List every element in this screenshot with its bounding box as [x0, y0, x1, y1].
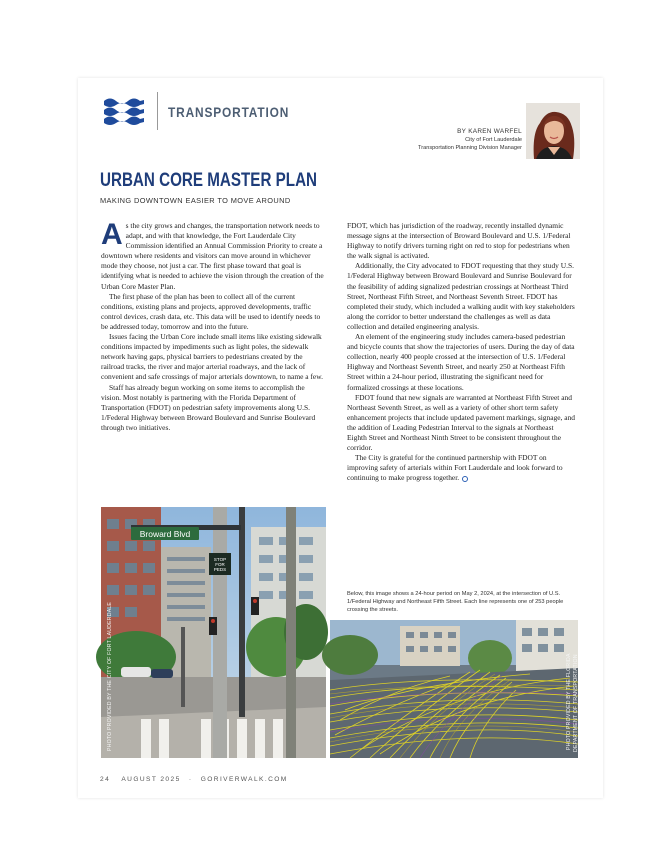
street-photo-image [101, 507, 326, 758]
ped-sign-line3: PEDS [213, 567, 227, 572]
paragraph: The City is grateful for the continued partnership with FDOT on improving safety of arterials within Fort Lauderdale and look forward to continuing to make progress together. [347, 453, 563, 483]
paragraph: FDOT found that new signals are warranted at Northeast Fifth Street and Northeast Seventh Street, as well as a variety of other short term safety enhancement projects that include updated pavement markings, signage, and the addition of Leading Pedestrian Interval to the signals at Northeast Eighth Street and Northeast Ninth Street to be consistent throughout the corridor. [347, 392, 576, 453]
page-footer [100, 776, 288, 783]
paragraph: The first phase of the plan has been to collect all of the current conditions, existing plans and projects, approved developments, traffic control devices, crash data, etc. This data will be used to identify needs to be addressed today, tomorrow and into the future. [101, 291, 321, 331]
photo-credit-2a: PHOTO PROVIDED BY THE FLORIDA [566, 653, 572, 750]
ped-sign-line1: STOP [213, 557, 227, 562]
issue-date: AUGUST 2025 [121, 776, 181, 783]
header-divider [157, 92, 158, 130]
trajectory-photo-image [330, 620, 578, 758]
photo-credit-2b: DEPARTMENT OF TRANSPORTATION [573, 654, 579, 752]
author-portrait [526, 103, 580, 159]
site-link[interactable]: GORIVERWALK.COM [200, 776, 288, 783]
trajectory-photo [330, 620, 578, 758]
article-column-left [101, 218, 325, 433]
ped-sign-line2: FOR [215, 562, 225, 567]
byline-org: City of Fort Lauderdale [465, 137, 522, 143]
paragraph: FDOT, which has jurisdiction of the roadway, recently installed dynamic message signs at the intersection of Broward Boulevard and U.S. 1/Federal Highway to notify drivers turning right on red to stop for pedestrians when the walk signal is activated. [347, 221, 571, 261]
street-sign-label: Broward Blvd [139, 529, 191, 539]
byline-role: Transportation Planning Division Manager [418, 145, 522, 151]
paragraph: Additionally, the City advocated to FDOT requesting that they study U.S. 1/Federal Highway between Broward Boulevard and Sunrise Boulevard for the feasibility of adding signalized pedestrian crossings at Northeast Third Street, Northeast Fifth Street, and Northeast Seventh Street. FDOT has completed their study, which included a walking audit with key stakeholders along the corridor to better understand the challenges as well as data collection and detailed engineering analysis. [347, 261, 575, 331]
paragraph: Staff has already begun working on some items to accomplish the vision. Most notably is partnering with the Florida Department of Transportation (FDOT) on pedestrian safety improvements along U.S. 1/Federal Highway between Broward Boulevard and Sunrise Boulevard through two initiatives. [101, 382, 316, 432]
photo-credit-1: PHOTO PROVIDED BY THE CITY OF FORT LAUDERDALE [107, 601, 113, 751]
section-label: TRANSPORTATION [168, 104, 290, 120]
drop-cap: A [101, 218, 123, 251]
page-number: 24 [100, 776, 111, 783]
paragraph: An element of the engineering study includes camera-based pedestrian and bicycle counts that show the trajectories of users. During the day of data collection, nearly 400 people crossed at the intersection of U.S. 1/Federal Highway and Northeast Seventh Street, and nearly 250 at Northeast Fifth Street within a 24-hour period, illustrating the significant need for formalized crossings at these locations. [347, 332, 575, 392]
byline [418, 128, 522, 152]
street-photo [101, 507, 326, 758]
paragraph: As the city grows and changes, the transportation network needs to adapt, and with that knowledge, the Fort Lauderdale City Commission identified an Annual Commission Priority to create a downtown where residents and visitors can move around in whichever mode they choose, not just a car. The first phase toward that goal is identifying what is needed to achieve the vision through the creation of the Urban Core Master Plan. [101, 218, 324, 291]
image-caption: Below, this image shows a 24-hour period on May 2, 2024, at the intersection of U.S. 1/Federal Highway and Northeast Fifth Street. Each line represents one of 253 people crossing the streets. [347, 591, 564, 613]
waves-logo-icon [102, 95, 146, 129]
footer-separator: · [188, 776, 193, 783]
byline-name: BY KAREN WARFEL [457, 128, 522, 135]
end-mark-icon [462, 476, 468, 482]
article-subtitle: MAKING DOWNTOWN EASIER TO MOVE AROUND [100, 196, 291, 205]
article-column-right [347, 221, 575, 483]
article-title: URBAN CORE MASTER PLAN [100, 170, 318, 191]
paragraph: Issues facing the Urban Core include small items like existing sidewalk conditions impacted by impediments such as light poles, the sidewalk network having gaps, physical barriers to pedestrians created by the railroad tracks, the river and major arterial roadways, and the lack of convenient and safe crossings of major arterials downtown, to name a few. [101, 332, 323, 382]
